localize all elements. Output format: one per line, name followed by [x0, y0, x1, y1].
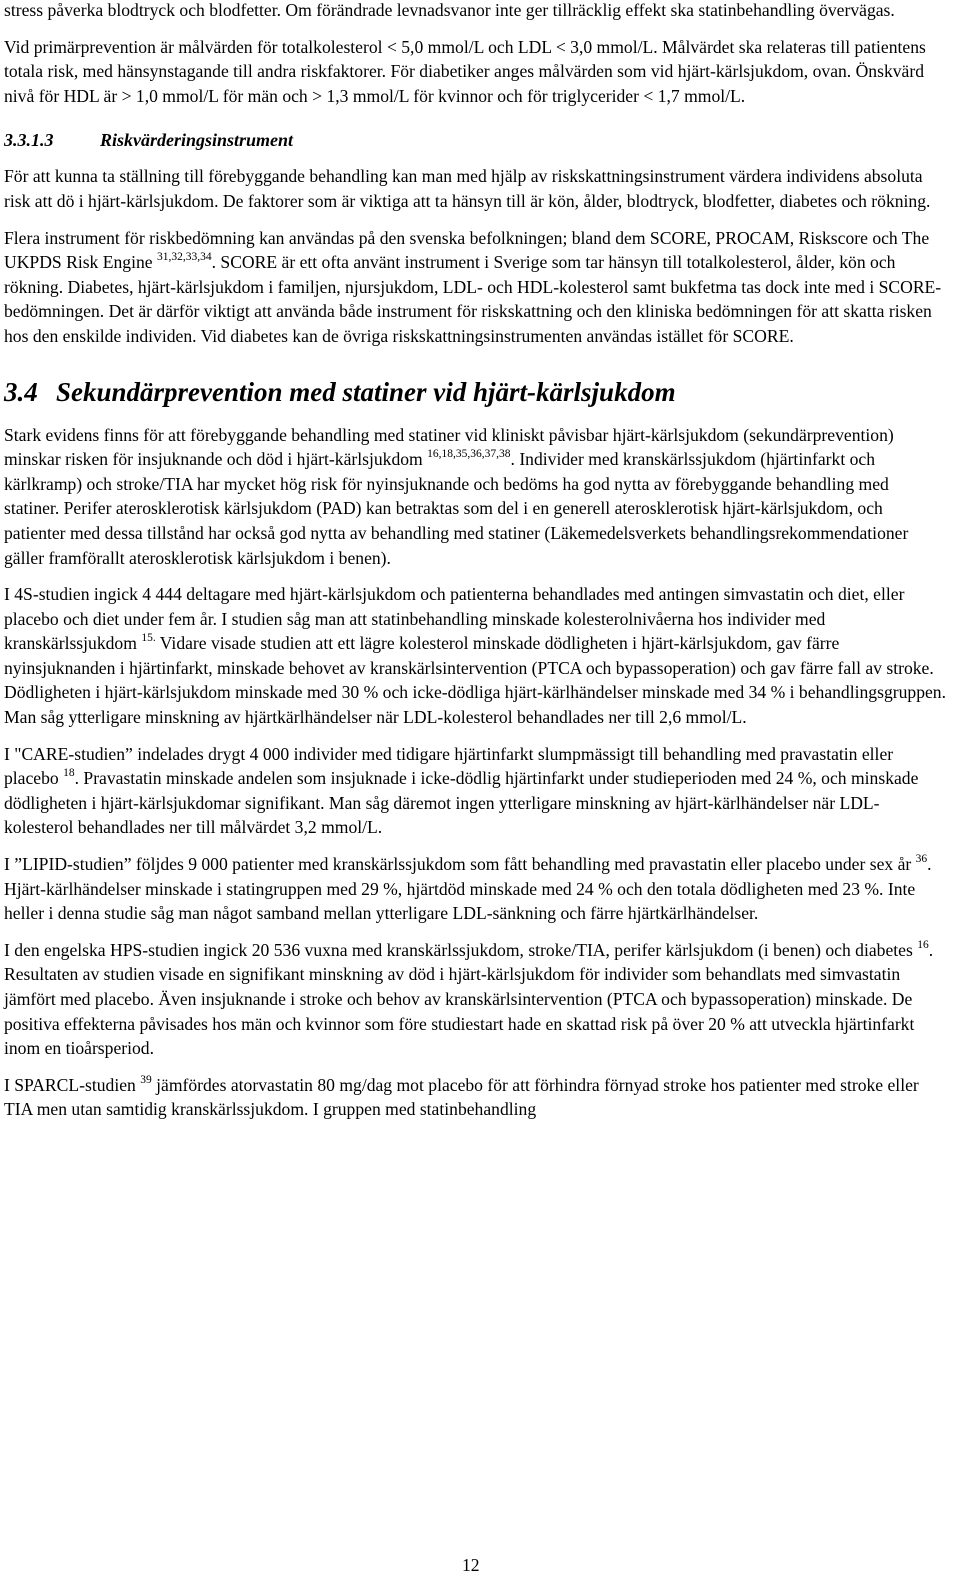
section-heading-3-3-1-3	[4, 128, 948, 152]
reference-superscript: 16,18,35,36,37,38	[427, 448, 511, 461]
reference-superscript: 18	[63, 767, 75, 780]
page-number: 12	[462, 1555, 480, 1575]
section-title: Sekundärprevention med statiner vid hjärt-kärlsjukdom	[56, 376, 676, 407]
intro-paragraph-2: Vid primärprevention är målvärden för totalkolesterol < 5,0 mmol/L och LDL < 3,0 mmol/L. Målvärdet ska relateras till patientens totala risk, med hänsynstagande till andra riskfaktorer. För diabetiker anges målvärden som vid hjärt-kärlsjukdom, ovan. Önskvärd nivå för HDL är > 1,0 mmol/L för män och > 1,3 mmol/L för kvinnor och för triglycerider < 1,7 mmol/L.	[4, 36, 926, 106]
section-number: 3.3.1.3	[4, 130, 54, 151]
lipid-study-paragraph: I ”LIPID-studien” följdes 9 000 patienter med kranskärlssjukdom som fått behandling med pravastatin eller placebo under sex år $^{36}$. Hjärt-kärlhändelser minskade i statingruppen med 29 %, hjärtdöd minskade med 24 % och den totala dödligheten med 23 %. Inte heller i denna studie såg man något samband mellan ytterligare LDL-sänkning och färre hjärtkärlhändelser.	[4, 853, 932, 924]
secondary-prevention-paragraph-1: Stark evidens finns för att förebyggande behandling med statiner vid kliniskt påvisbar hjärt-kärlsjukdom (sekundärprevention) minskar risken för insjuknande och död i hjärt-kärlsjukdom $^{16,18,35,36,37,38}$. Individer med kranskärlssjukdom (hjärtinfarkt och kärlkramp) och stroke/TIA har mycket hög risk för nyinsjuknande och bedöms ha god nytta av förebyggande behandling med statiner. Perifer aterosklerotisk kärlsjukdom (PAD) kan betraktas som del i en generell aterosklerotisk hjärt-kärlsjukdom, och patienter med dessa tillstånd har också god nytta av behandling med statiner (Läkemedelsverkets behandlingsrekommendationer gäller framförallt aterosklerotisk kärlsjukdom i benen).	[4, 424, 909, 568]
4s-study-paragraph: I 4S-studien ingick 4 444 deltagare med hjärt-kärlsjukdom och patienterna behandlades med antingen simvastatin och diet, eller placebo och diet under fem år. I studien såg man att statinbehandling minskade kolesterolnivåerna hos individer med kranskärlssjukdom $^{15.}$ Vidare visade studien att ett lägre kolesterol minskade dödligheten i hjärt-kärlsjukdom, gav färre nyinsjuknanden i hjärtinfarkt, minskade behovet av kranskärlsintervention (PTCA och bypassoperation) och gav färre fall av stroke. Dödligheten i hjärt-kärlsjukdom minskade med 30 % och icke-dödliga hjärt-kärlhändelser minskade med 34 % i behandlingsgruppen. Man såg ytterligare minskning av hjärtkärlhändelser när LDL-kolesterol behandlades ner till 2,6 mmol/L.	[4, 584, 946, 728]
section-title: Riskvärderingsinstrument	[100, 130, 294, 151]
reference-superscript: 15.	[141, 632, 156, 645]
section-number: 3.4	[4, 376, 38, 407]
reference-superscript: 36	[915, 853, 928, 866]
document-page	[4, 0, 948, 1122]
reference-superscript: 31,32,33,34	[156, 251, 212, 264]
risk-paragraph-2: Flera instrument för riskbedömning kan användas på den svenska befolkningen; bland dem SCORE, PROCAM, Riskscore och The UKPDS Risk Engine $^{31,32,33,34}$. SCORE är ett ofta använt instrument i Sverige som tar hänsyn till totalkolesterol, ålder, kön och rökning. Diabetes, hjärt-kärlsjukdom i familjen, njursjukdom, LDL- och HDL-kolesterol samt bukfetma tas dock inte med i SCORE-bedömningen. Det är därför viktigt att använda både instrument för riskskattning och den kliniska bedömningen för att skatta risken hos den enskilde individen. Vid diabetes kan de övriga riskskattningsinstrumenten användas istället för SCORE.	[4, 227, 942, 346]
intro-paragraph-1: stress påverka blodtryck och blodfetter. Om förändrade levnadsvanor inte ger tillräcklig effekt ska statinbehandling övervägas.	[4, 0, 895, 20]
reference-superscript: 39	[140, 1073, 152, 1086]
hps-study-paragraph: I den engelska HPS-studien ingick 20 536 vuxna med kranskärlssjukdom, stroke/TIA, perifer kärlsjukdom (i benen) och diabetes $^{16}$. Resultaten av studien visade en signifikant minskning av död i hjärt-kärlsjukdom för individer som behandlats med simvastatin jämfört med placebo. Även insjuknande i stroke och behov av kranskärlsintervention (PTCA och bypassoperation) minskade. De positiva effekterna påvisades hos män och kvinnor som före studiestart hade en skattad risk på över 20 % att utveckla hjärtinfarkt inom en tioårsperiod.	[4, 938, 934, 1059]
risk-paragraph-1: För att kunna ta ställning till förebyggande behandling kan man med hjälp av riskskattningsinstrument värdera individens absoluta risk att dö i hjärt-kärlsjukdom. De faktorer som är viktiga att ta hänsyn till är kön, ålder, blodtryck, blodfetter, diabetes och rökning.	[4, 166, 931, 211]
care-study-paragraph: I "CARE-studien” indelades drygt 4 000 individer med tidigare hjärtinfarkt slumpmässigt till behandling med pravastatin eller placebo $^{18}$. Pravastatin minskade andelen som insjuknade i icke-dödlig hjärtinfarkt under studieperioden med 24 %, och minskade dödligheten i hjärt-kärlsjukdomar signifikant. Man såg däremot ingen ytterligare minskning av hjärt-kärlhändelser när LDL-kolesterol behandlades ner till målvärdet 3,2 mmol/L.	[4, 743, 919, 838]
reference-superscript: 16	[917, 938, 929, 951]
section-heading-3-4	[4, 375, 948, 409]
sparcl-study-paragraph: I SPARCL-studien $^{39}$ jämfördes atorvastatin 80 mg/dag mot placebo för att förhindra förnyad stroke hos patienter med stroke eller TIA men utan samtidig kranskärlssjukdom. I gruppen med statinbehandling	[4, 1073, 919, 1120]
